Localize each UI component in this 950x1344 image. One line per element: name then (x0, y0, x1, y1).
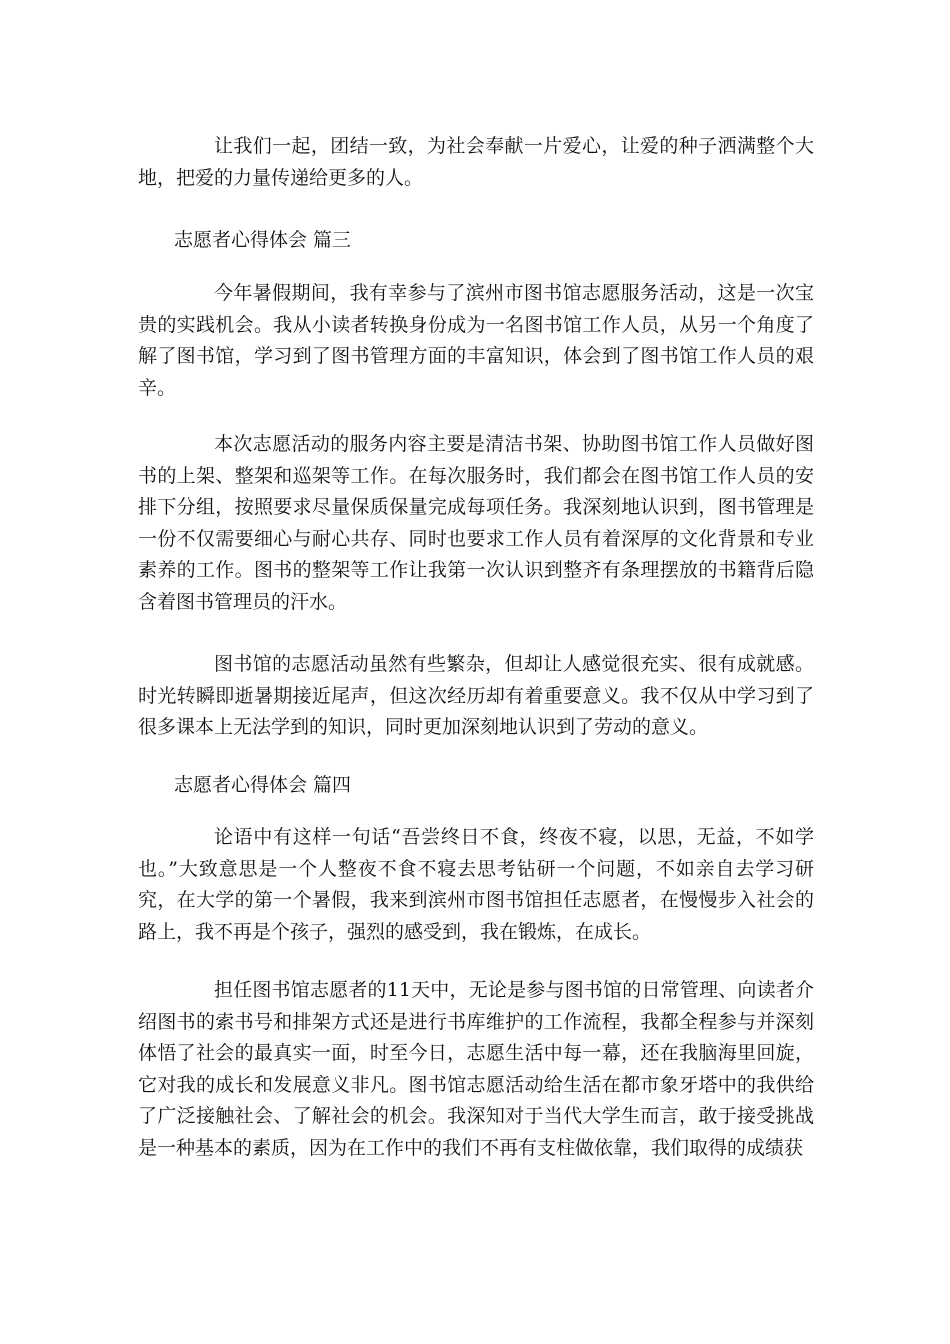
section-4-paragraph-1: 论语中有这样一句话“吾尝终日不食，终夜不寝，以思，无益，不如学也。”大致意思是一个人整夜不食不寝去思考钻研一个问题，不如亲自去学习研究，在大学的第一个暑假，我来到滨州市图书馆担任志愿者，在慢慢步入社会的路上，我不再是个孩子，强烈的感受到，我在锻炼，在成长。 (138, 826, 814, 943)
section-heading-3: 志愿者心得体会 篇三 (174, 229, 352, 251)
section-3-paragraph-3: 图书馆的志愿活动虽然有些繁杂，但却让人感觉很充实、很有成就感。时光转瞬即逝暑期接近尾声，但这次经历却有着重要意义。我不仅从中学习到了很多课本上无法学到的知识，同时更加深刻地认识到了劳动的意义。 (138, 653, 814, 738)
section-3-paragraph-2: 本次志愿活动的服务内容主要是清洁书架、协助图书馆工作人员做好图书的上架、整架和巡架等工作。在每次服务时，我们都会在图书馆工作人员的安排下分组，按照要求尽量保质保量完成每项任务。我深刻地认识到，图书管理是一份不仅需要细心与耐心共存、同时也要求工作人员有着深厚的文化背景和专业素养的工作。图书的整架等工作让我第一次认识到整齐有条理摆放的书籍背后隐含着图书管理员的汗水。 (138, 433, 814, 613)
section-3-paragraph-1: 今年暑假期间，我有幸参与了滨州市图书馆志愿服务活动，这是一次宝贵的实践机会。我从小读者转换身份成为一名图书馆工作人员，从另一个角度了解了图书馆，学习到了图书管理方面的丰富知识，体会到了图书馆工作人员的艰辛。 (138, 282, 814, 399)
section-4-paragraph-2: 担任图书馆志愿者的11天中，无论是参与图书馆的日常管理、向读者介绍图书的索书号和排架方式还是进行书库维护的工作流程，我都全程参与并深刻体悟了社会的最真实一面，时至今日，志愿生活中每一幕，还在我脑海里回旋，它对我的成长和发展意义非凡。图书馆志愿活动给生活在都市象牙塔中的我供给了广泛接触社会、了解社会的机会。我深知对于当代大学生而言，敢于接受挑战是一种基本的素质，因为在工作中的我们不再有支柱做依靠，我们取得的成绩获 (138, 979, 814, 1159)
paragraph-intro: 让我们一起，团结一致，为社会奉献一片爱心，让爱的种子洒满整个大地，把爱的力量传递给更多的人。 (138, 135, 814, 189)
section-heading-4: 志愿者心得体会 篇四 (174, 774, 352, 796)
